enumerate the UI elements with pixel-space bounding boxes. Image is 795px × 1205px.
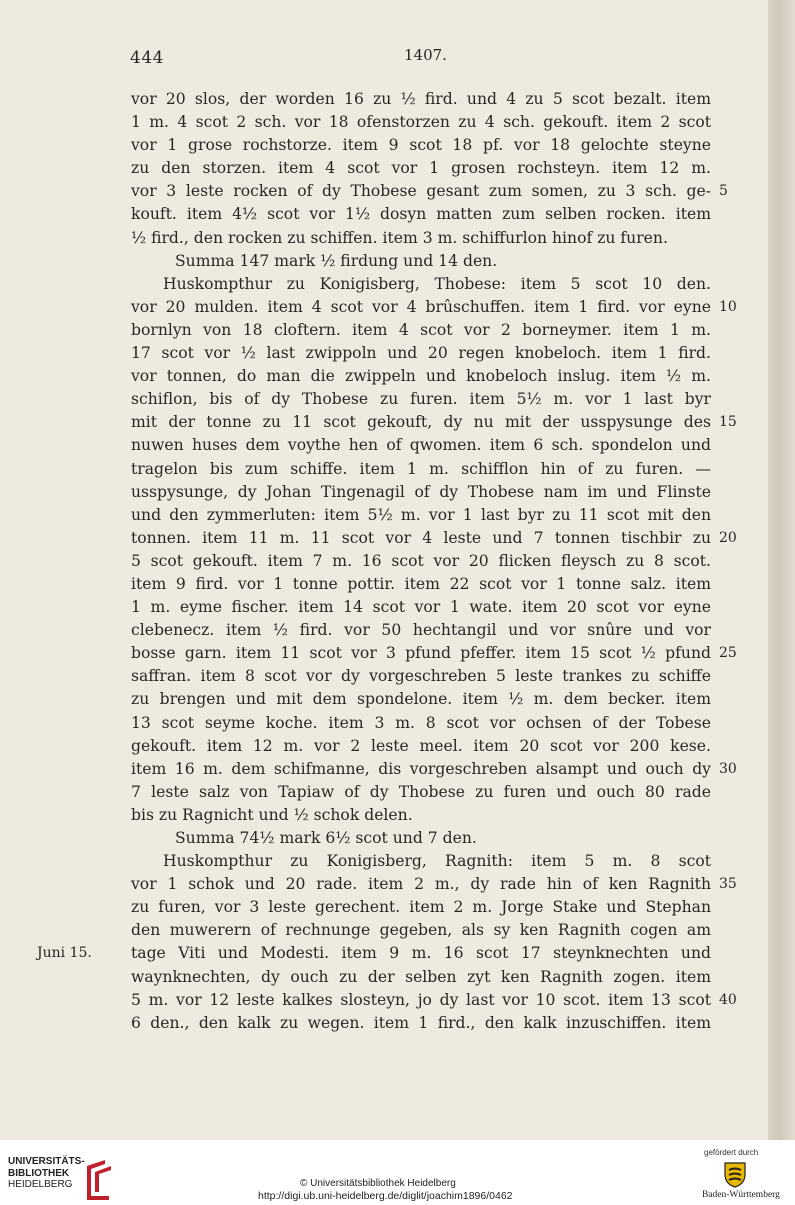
- text-line: [131, 550, 711, 573]
- text-line: [131, 319, 711, 342]
- line-text: tage Viti und Modesti. item 9 m. 16 scot 17 steynknechten und: [131, 944, 711, 963]
- line-text: und den zymmerluten: item 5½ m. vor 1 last byr zu 11 scot mit den: [131, 505, 711, 524]
- library-logo[interactable]: [8, 1156, 118, 1200]
- text-line: [131, 989, 737, 1012]
- line-number: 20: [719, 529, 737, 546]
- text-line: [131, 157, 711, 180]
- line-text: usspysunge, dy Johan Tingenagil of dy Thobese nam im und Flinste: [131, 482, 711, 501]
- text-line: [37, 942, 711, 965]
- line-text: mit der tonne zu 11 scot gekouft, dy nu mit der usspysunge des: [131, 413, 711, 432]
- text-line: [131, 227, 711, 250]
- text-line: [131, 180, 728, 203]
- text-line: [131, 758, 737, 781]
- text-line: [131, 203, 711, 226]
- text-line: [131, 458, 711, 481]
- line-text: vor 3 leste rocken of dy Thobese gesant zum somen, zu 3 sch. ge-: [131, 182, 711, 201]
- text-line: [131, 296, 737, 319]
- line-number: 30: [719, 760, 737, 777]
- line-text: Summa 147 mark ½ firdung und 14 den.: [175, 251, 498, 270]
- line-text: item 16 m. dem schifmanne, dis vorgeschreben alsampt und ouch dy: [131, 759, 711, 778]
- line-text: tonnen. item 11 m. 11 scot vor 4 leste und 7 tonnen tischbir zu: [131, 528, 711, 547]
- line-text: zu den storzen. item 4 scot vor 1 grosen rochsteyn. item 12 m.: [131, 159, 711, 178]
- line-text: 5 m. vor 12 leste kalkes slosteyn, jo dy last vor 10 scot. item 13 scot: [131, 990, 711, 1009]
- page-number: 444: [130, 48, 164, 68]
- text-line: [131, 388, 711, 411]
- library-line-3: HEIDELBERG: [8, 1179, 73, 1190]
- sponsor-name: Baden-Württemberg: [702, 1190, 780, 1200]
- text-line: [131, 481, 711, 504]
- body-text: [37, 88, 737, 1035]
- text-line: [131, 827, 711, 850]
- line-text: den muwerern of rechnunge gegeben, als sy ken Ragnith cogen am: [131, 921, 711, 940]
- text-line: [131, 573, 711, 596]
- text-line: [131, 873, 737, 896]
- line-number: 10: [719, 298, 737, 315]
- text-line: [131, 896, 711, 919]
- text-line: [131, 619, 711, 642]
- text-line: [131, 781, 711, 804]
- line-text: bis zu Ragnicht und ½ schok delen.: [131, 805, 413, 824]
- line-text: 7 leste salz von Tapiaw of dy Thobese zu furen und ouch 80 rade: [131, 782, 711, 801]
- library-name: [8, 1156, 85, 1191]
- text-line: [131, 596, 711, 619]
- text-line: [131, 434, 711, 457]
- text-line: [131, 665, 711, 688]
- sponsor-label: gefördert durch: [704, 1148, 759, 1157]
- text-line: [131, 712, 711, 735]
- line-text: Summa 74½ mark 6½ scot und 7 den.: [175, 829, 477, 847]
- library-line-2: BIBLIOTHEK: [8, 1167, 70, 1179]
- line-text: gekouft. item 12 m. vor 2 leste meel. item 20 scot vor 200 kese.: [131, 736, 711, 755]
- line-text: clebenecz. item ½ fird. vor 50 hechtangil und vor snûre und vor: [131, 621, 711, 640]
- page-edge: [768, 0, 795, 1140]
- line-number: 25: [719, 645, 737, 662]
- text-line: [131, 504, 711, 527]
- line-text: zu brengen und mit dem spondelone. item ½ m. dem becker. item: [131, 690, 711, 709]
- text-line: [131, 735, 711, 758]
- document-number: 1407.: [404, 46, 447, 64]
- line-text: vor 20 mulden. item 4 scot vor 4 brûschuffen. item 1 fird. vor eyne: [131, 297, 711, 316]
- line-number: 35: [719, 876, 737, 893]
- copyright-notice: © Universitätsbibliothek Heidelberg: [300, 1178, 456, 1189]
- line-text: schiflon, bis of dy Thobese zu furen. item 5½ m. vor 1 last byr: [131, 390, 711, 409]
- line-text: 13 scot seyme koche. item 3 m. 8 scot vor ochsen of der Tobese: [131, 713, 711, 732]
- text-line: [131, 273, 711, 296]
- text-line: [131, 919, 711, 942]
- line-text: vor 1 schok und 20 rade. item 2 m., dy rade hin of ken Ragnith: [131, 875, 711, 894]
- text-line: [131, 411, 737, 434]
- line-text: bosse garn. item 11 scot vor 3 pfund pfeffer. item 15 scot ½ pfund: [131, 644, 711, 663]
- text-line: [131, 111, 711, 134]
- text-line: [131, 804, 711, 827]
- line-text: ½ fird., den rocken zu schiffen. item 3 m. schiffurlon hinof zu furen.: [131, 228, 668, 247]
- coat-of-arms-icon: [722, 1160, 748, 1188]
- line-text: vor tonnen, do man die zwippeln und knobeloch inslug. item ½ m.: [131, 367, 711, 386]
- line-text: Huskompthur zu Konigisberg, Ragnith: item 5 m. 8 scot: [163, 852, 711, 871]
- line-text: tragelon bis zum schiffe. item 1 m. schifflon hin of zu furen. —: [131, 459, 711, 478]
- line-number: 15: [719, 414, 737, 431]
- line-text: bornlyn von 18 cloftern. item 4 scot vor 2 borneymer. item 1 m.: [131, 320, 711, 339]
- text-line: [131, 688, 711, 711]
- line-text: item 9 fird. vor 1 tonne pottir. item 22 scot vor 1 tonne salz. item: [131, 574, 711, 593]
- library-line-1: UNIVERSITÄTS-: [8, 1156, 85, 1167]
- line-text: saffran. item 8 scot vor dy vorgeschreben 5 leste trankes zu schiffe: [131, 667, 711, 686]
- line-text: kouft. item 4½ scot vor 1½ dosyn matten zum selben rocken. item: [131, 205, 711, 224]
- text-line: [131, 850, 711, 873]
- line-text: vor 1 grose rochstorze. item 9 scot 18 pf. vor 18 gelochte steyne: [131, 136, 711, 155]
- line-text: 1 m. 4 scot 2 sch. vor 18 ofenstorzen zu 4 sch. gekouft. item 2 scot: [131, 113, 711, 132]
- text-line: [131, 365, 711, 388]
- line-text: vor 20 slos, der worden 16 zu ½ fird. und 4 zu 5 scot bezalt. item: [131, 90, 711, 108]
- text-line: [131, 134, 711, 157]
- text-line: [131, 527, 737, 550]
- footer: [0, 1140, 795, 1205]
- line-text: 1 m. eyme fischer. item 14 scot vor 1 wate. item 20 scot vor eyne: [131, 598, 711, 617]
- text-line: [131, 88, 711, 111]
- text-line: [131, 250, 711, 273]
- text-line: [131, 342, 711, 365]
- line-text: zu furen, vor 3 leste gerechent. item 2 m. Jorge Stake und Stephan: [131, 898, 711, 917]
- line-number: 5: [719, 183, 728, 200]
- line-number: 40: [719, 991, 737, 1008]
- text-line: [131, 1012, 711, 1035]
- permalink[interactable]: http://digi.ub.uni-heidelberg.de/diglit/joachim1896/0462: [258, 1190, 513, 1202]
- line-text: 17 scot vor ½ last zwippoln und 20 regen knobeloch. item 1 fird.: [131, 344, 711, 363]
- line-text: 6 den., den kalk zu wegen. item 1 fird., den kalk inzuschiffen. item: [131, 1013, 711, 1032]
- line-text: Huskompthur zu Konigisberg, Thobese: item 5 scot 10 den.: [163, 274, 711, 293]
- margin-date-note: Juni 15.: [37, 945, 92, 962]
- text-line: [131, 966, 711, 989]
- library-mark-icon: [83, 1158, 115, 1200]
- line-text: 5 scot gekouft. item 7 m. 16 scot vor 20 flicken fleysch zu 8 scot.: [131, 551, 711, 570]
- line-text: waynknechten, dy ouch zu der selben zyt ken Ragnith zogen. item: [131, 967, 711, 986]
- line-text: nuwen huses dem voythe hen of qwomen. item 6 sch. spondelon und: [131, 436, 711, 455]
- text-line: [131, 642, 737, 665]
